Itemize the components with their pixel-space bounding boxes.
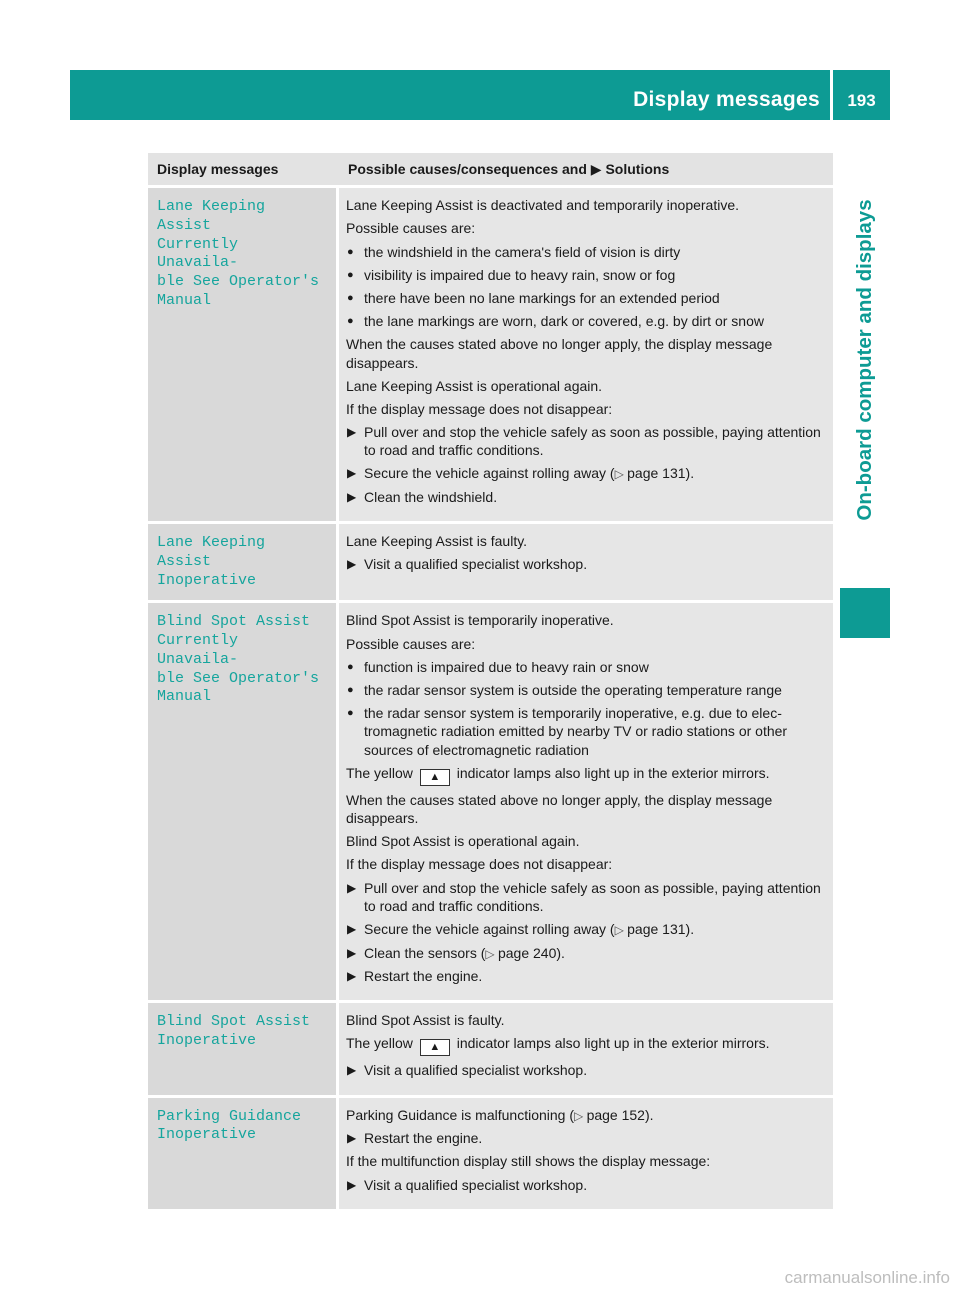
paragraph xyxy=(346,1152,826,1170)
step-arrow-icon: ▶ xyxy=(347,969,357,984)
solution-step xyxy=(346,879,826,915)
solution-step xyxy=(346,1129,826,1147)
step-arrow-icon: ▶ xyxy=(347,945,357,960)
bullet-icon: ● xyxy=(347,291,354,304)
table-row xyxy=(148,1095,833,1209)
bullet-icon: ● xyxy=(347,245,354,258)
paragraph xyxy=(346,1106,826,1125)
paragraph xyxy=(346,1011,826,1029)
causes-cell xyxy=(339,600,833,1000)
lamp-text-after: indicator lamps also light up in the exterior mirrors. xyxy=(452,1035,770,1052)
display-message-text: Blind Spot Assist Inoperative xyxy=(157,1013,311,1050)
blind-spot-warning-icon: ▲ xyxy=(420,769,450,786)
page-ref-link[interactable]: page 152 xyxy=(586,1106,645,1123)
solution-step xyxy=(346,967,826,985)
paragraph xyxy=(346,400,826,418)
line-text: Parking Guidance is malfunctioning ( xyxy=(346,1106,575,1123)
solution-step xyxy=(346,1176,826,1194)
causes-cell xyxy=(339,1000,833,1094)
bullet-icon: ● xyxy=(347,707,354,720)
bullet-icon: ● xyxy=(347,684,354,697)
solution-arrow-icon: ▶ xyxy=(590,161,602,177)
paragraph xyxy=(346,377,826,395)
paragraph xyxy=(346,1034,826,1056)
step-arrow-icon: ▶ xyxy=(347,1063,357,1078)
display-message-text: Parking Guidance Inoperative xyxy=(157,1107,302,1144)
step-arrow-icon: ▶ xyxy=(347,921,357,936)
paragraph xyxy=(346,832,826,850)
chapter-label: On-board computer and displays xyxy=(853,199,876,521)
line-text: If the display message does not disappear: xyxy=(346,856,613,873)
line-text: Lane Keeping Assist is deactivated and temporarily inoperative. xyxy=(346,197,740,214)
line-text: Blind Spot Assist is temporarily inoperative. xyxy=(346,612,614,629)
line-text: Pull over and stop the vehicle safely as soon as possible, paying attention to road and traffic conditions. xyxy=(364,879,821,914)
line-text: function is impaired due to heavy rain or snow xyxy=(364,658,649,675)
paragraph xyxy=(346,764,826,786)
line-text: Lane Keeping Assist is operational again. xyxy=(346,377,603,394)
page-ref-icon: ▷ xyxy=(574,1108,587,1123)
page-ref-icon: ▷ xyxy=(485,946,498,961)
paragraph xyxy=(346,196,826,214)
page-ref-icon: ▷ xyxy=(614,922,628,937)
line-text: When the causes stated above no longer apply, the display message disappears. xyxy=(346,336,773,371)
table-body xyxy=(148,185,833,1209)
col-header-causes xyxy=(339,153,833,185)
causes-cell xyxy=(339,185,833,521)
message-cell xyxy=(148,521,339,600)
line-text: When the causes stated above no longer apply, the display message disappears. xyxy=(346,791,773,826)
paragraph xyxy=(346,791,826,827)
line-text: Visit a qualified specialist workshop. xyxy=(364,1062,588,1079)
cause-bullet xyxy=(346,658,826,676)
line-text: the lane markings are worn, dark or covered, e.g. by dirt or snow xyxy=(364,313,764,330)
paragraph xyxy=(346,532,826,550)
page-ref-link[interactable]: page 240 xyxy=(497,944,557,961)
line-text-after: ). xyxy=(685,465,695,482)
step-arrow-icon: ▶ xyxy=(347,880,357,895)
solution-step xyxy=(346,555,826,573)
chapter-marker xyxy=(840,588,890,638)
table-row xyxy=(148,600,833,1000)
step-arrow-icon: ▶ xyxy=(347,490,357,505)
col-header-causes-text: Possible causes/consequences and xyxy=(348,161,587,177)
line-text: Lane Keeping Assist is faulty. xyxy=(346,533,528,550)
paragraph xyxy=(346,635,826,653)
solution-step xyxy=(346,488,826,506)
cause-bullet xyxy=(346,266,826,284)
line-text: visibility is impaired due to heavy rain, snow or fog xyxy=(364,266,676,283)
line-text: Restart the engine. xyxy=(364,968,483,985)
line-text: Secure the vehicle against rolling away ( xyxy=(364,465,615,482)
table-row xyxy=(148,1000,833,1094)
cause-bullet xyxy=(346,243,826,261)
solution-step xyxy=(346,423,826,459)
paragraph xyxy=(346,219,826,237)
line-text-after: ). xyxy=(556,944,565,961)
line-text: Possible causes are: xyxy=(346,635,476,652)
line-text: Secure the vehicle against rolling away ( xyxy=(364,920,615,937)
table-header-row xyxy=(148,153,833,185)
page-ref-link[interactable]: page 131 xyxy=(627,920,686,937)
lamp-text-before: The yellow xyxy=(346,1035,417,1052)
solution-step xyxy=(346,1061,826,1079)
message-cell xyxy=(148,1095,339,1209)
line-text: Clean the sensors ( xyxy=(364,944,486,961)
blind-spot-warning-icon: ▲ xyxy=(420,1039,450,1056)
table-row xyxy=(148,521,833,600)
page-number: 193 xyxy=(847,91,876,110)
message-cell xyxy=(148,600,339,1000)
line-text: the windshield in the camera's field of vision is dirty xyxy=(364,243,681,260)
line-text: Blind Spot Assist is operational again. xyxy=(346,833,580,850)
paragraph xyxy=(346,855,826,873)
col-header-messages: Display messages xyxy=(148,153,339,185)
solution-step xyxy=(346,464,826,483)
line-text: If the display message does not disappear: xyxy=(346,400,613,417)
col-header-solutions-text: Solutions xyxy=(605,161,670,177)
causes-cell xyxy=(339,521,833,600)
bullet-icon: ● xyxy=(347,315,354,328)
message-cell xyxy=(148,1000,339,1094)
cause-bullet xyxy=(346,704,826,759)
line-text: the radar sensor system is outside the operating temperature range xyxy=(364,682,782,699)
page-ref-link[interactable]: page 131 xyxy=(627,465,686,482)
paragraph xyxy=(346,335,826,371)
line-text: Clean the windshield. xyxy=(364,489,498,506)
step-arrow-icon: ▶ xyxy=(347,1177,357,1192)
step-arrow-icon: ▶ xyxy=(347,557,357,572)
line-text: the radar sensor system is temporarily inoperative, e.g. due to elec-tromagnetic radiation emitted by nearby TV or radio stations or other sources of electromagnetic radiation xyxy=(364,705,788,758)
line-text: Pull over and stop the vehicle safely as soon as possible, paying attention to road and traffic conditions. xyxy=(364,424,821,459)
line-text: Visit a qualified specialist workshop. xyxy=(364,1176,588,1193)
line-text: Blind Spot Assist is faulty. xyxy=(346,1012,505,1029)
paragraph xyxy=(346,611,826,629)
display-messages-table xyxy=(148,153,833,1209)
message-cell xyxy=(148,185,339,521)
line-text-after: ). xyxy=(685,920,695,937)
line-text: If the multifunction display still shows the display message: xyxy=(346,1153,711,1170)
page-header-title: Display messages xyxy=(633,88,820,111)
step-arrow-icon: ▶ xyxy=(347,1131,357,1146)
line-text: there have been no lane markings for an extended period xyxy=(364,289,720,306)
step-arrow-icon: ▶ xyxy=(347,466,357,481)
line-text-after: ). xyxy=(644,1106,654,1123)
line-text: Visit a qualified specialist workshop. xyxy=(364,556,588,573)
causes-cell xyxy=(339,1095,833,1209)
cause-bullet xyxy=(346,312,826,330)
cause-bullet xyxy=(346,289,826,307)
page-ref-icon: ▷ xyxy=(614,467,628,482)
watermark: carmanualsonline.info xyxy=(784,1268,950,1287)
chapter-side-tab xyxy=(840,140,890,580)
lamp-text-after: indicator lamps also light up in the exterior mirrors. xyxy=(452,764,770,781)
display-message-text: Lane Keeping Assist Currently Unavaila‐ ble See Operator's Manual xyxy=(157,198,320,309)
solution-step xyxy=(346,944,826,963)
cause-bullet xyxy=(346,681,826,699)
bullet-icon: ● xyxy=(347,268,354,281)
lamp-text-before: The yellow xyxy=(346,764,417,781)
line-text: Possible causes are: xyxy=(346,220,476,237)
table-row xyxy=(148,185,833,521)
solution-step xyxy=(346,920,826,939)
display-message-text: Blind Spot Assist Currently Unavaila‐ ble See Operator's Manual xyxy=(157,613,320,706)
display-message-text: Lane Keeping Assist Inoperative xyxy=(157,534,266,589)
step-arrow-icon: ▶ xyxy=(347,425,357,440)
line-text: Restart the engine. xyxy=(364,1130,483,1147)
bullet-icon: ● xyxy=(347,660,354,673)
